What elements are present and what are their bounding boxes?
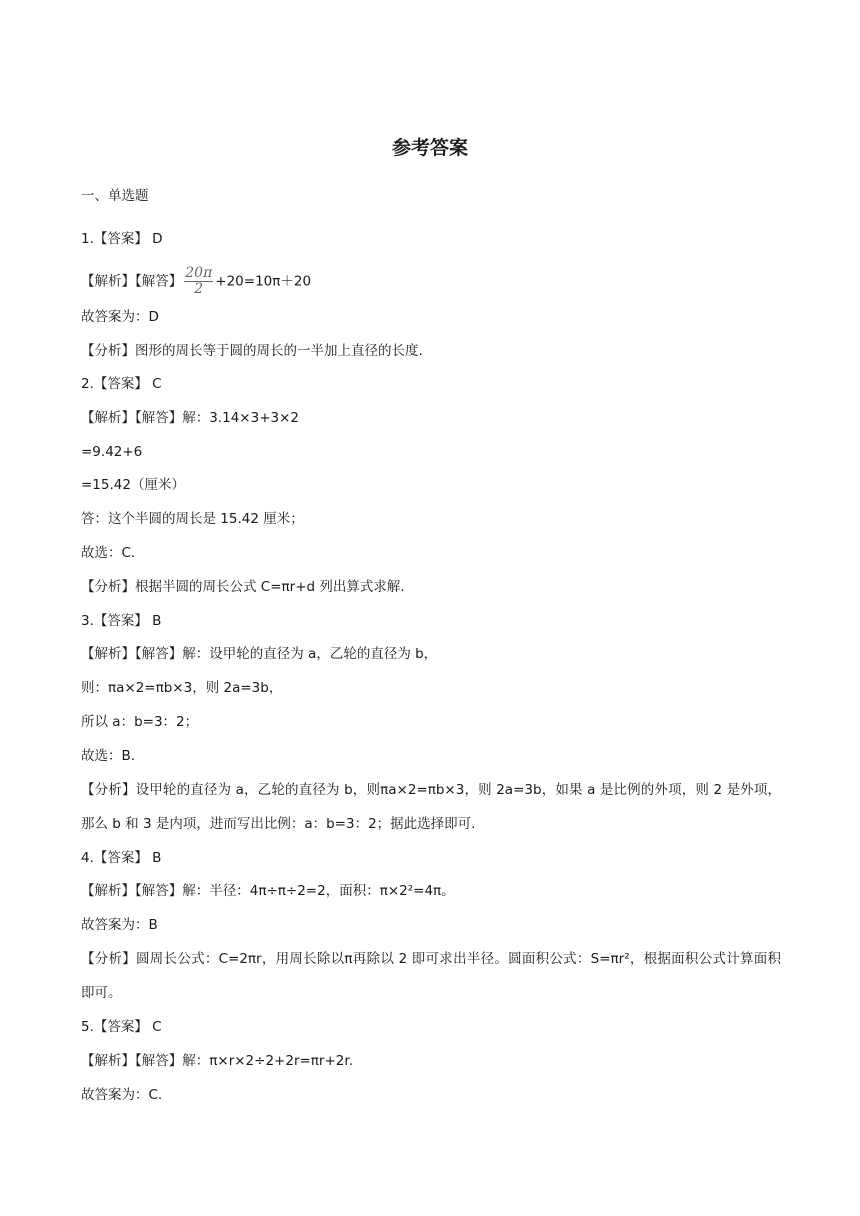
q1-fenxi: 【分析】图形的周长等于圆的周长的一半加上直径的长度. (81, 343, 423, 359)
q5-line-2: 故答案为：C. (81, 1087, 163, 1103)
q2-fenxi: 【分析】根据半圆的周长公式 C=πr+d 列出算式求解. (81, 579, 405, 595)
q5-answer: 5.【答案】 C (81, 1019, 162, 1035)
q3-fenxi: 【分析】设甲轮的直径为 a，乙轮的直径为 b，则πa×2=πb×3，则 2a=3b，如果 a 是比例的外项，则 2 是外项，那么 b 和 3 是内项，进而写出比例：a：b=3：2；据此选择即可. (81, 782, 781, 832)
q1-fraction-denominator: 2 (194, 281, 204, 297)
page-title: 参考答案 (391, 137, 468, 159)
q1-analysis-suffix: +20=10π＋20 (215, 273, 312, 290)
q4-answer: 4.【答案】 B (81, 850, 162, 866)
q2-line-3: =15.42（厘米） (81, 477, 185, 493)
q1-conclusion: 故答案为：D (81, 309, 159, 325)
q1-fraction (184, 266, 213, 297)
q1-answer: 1.【答案】 D (81, 231, 163, 247)
q3-answer: 3.【答案】 B (81, 613, 162, 629)
q2-line-2: =9.42+6 (81, 444, 143, 460)
q1-analysis (81, 266, 311, 297)
q2-line-1: 【解析】【解答】解：3.14×3+3×2 (81, 410, 300, 426)
q4-line-2: 故答案为：B (81, 917, 158, 933)
q3-line-2: 则：πa×2=πb×3，则 2a=3b， (81, 680, 283, 696)
q5-line-1: 【解析】【解答】解：π×r×2÷2+2r=πr+2r. (81, 1053, 353, 1069)
q1-analysis-prefix: 【解析】【解答】 (81, 273, 183, 290)
q2-answer: 2.【答案】 C (81, 376, 162, 392)
q3-line-3: 所以 a：b=3：2； (81, 714, 199, 730)
q2-line-4: 答：这个半圆的周长是 15.42 厘米； (81, 511, 304, 527)
q3-line-4: 故选：B. (81, 748, 136, 764)
q4-line-1: 【解析】【解答】解：半径：4π÷π÷2=2，面积：π×2²=4π。 (81, 883, 455, 899)
q3-line-1: 【解析】【解答】解：设甲轮的直径为 a，乙轮的直径为 b， (81, 646, 438, 662)
q2-line-5: 故选：C. (81, 545, 136, 561)
q4-fenxi: 【分析】圆周长公式：C=2πr，用周长除以π再除以 2 即可求出半径。圆面积公式：S=πr²，根据面积公式计算面积即可。 (81, 951, 781, 1001)
section-heading: 一、单选题 (81, 188, 149, 204)
q1-fraction-numerator: 20π (185, 265, 213, 281)
